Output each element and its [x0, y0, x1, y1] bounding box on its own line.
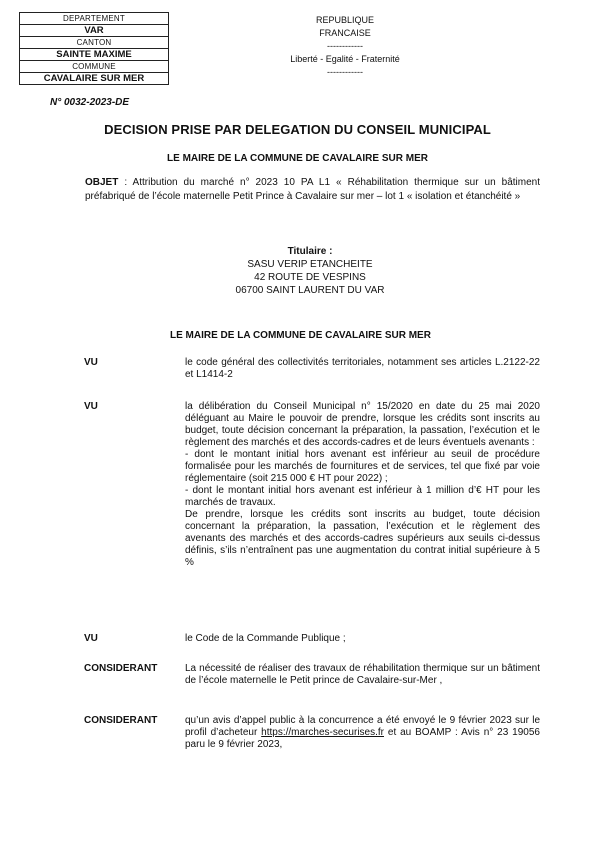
- objet-text: : Attribution du marché n° 2023 10 PA L1 « Réhabilitation thermique sur un bâtiment préfabriqué de l’école maternelle Petit Prince à Cavalaire sur mer – lot 1 « isolation et étanchéité »: [85, 177, 540, 202]
- entry-text: - dont le montant initial hors avenant est inférieur à 1 million d’€ HT pour les marchés de travaux.: [185, 485, 540, 508]
- commune-label: COMMUNE: [20, 61, 168, 73]
- entry-text: le Code de la Commande Publique ;: [185, 633, 346, 644]
- considerant-entry-avis: [84, 715, 540, 751]
- administrative-header-box: [19, 12, 169, 85]
- entry-keyword: CONSIDERANT: [84, 663, 158, 674]
- entry-text: De prendre, lorsque les crédits sont inscrits au budget, toute décision concernant la préparation, la passation, l’exécution et le règlement des avenants des marchés et des accords-cadres supérieurs aux seuils ci-dessus définis, s’ils n’entraînent pas une augmentation du contrat initial supérieure à 5 %: [185, 509, 540, 568]
- entry-keyword: VU: [84, 401, 98, 412]
- republic-separator-1: ------------: [327, 41, 363, 51]
- canton-label: CANTON: [20, 37, 168, 49]
- marches-securises-link[interactable]: https://marches-securises.fr: [261, 727, 384, 738]
- republic-separator-2: ------------: [327, 67, 363, 77]
- entry-keyword: VU: [84, 357, 98, 368]
- canton-value: SAINTE MAXIME: [20, 49, 168, 61]
- vu-entry-deliberation: [84, 401, 540, 569]
- objet-label: OBJET: [85, 177, 119, 188]
- republic-header: [290, 14, 400, 79]
- commune-value: CAVALAIRE SUR MER: [43, 73, 145, 84]
- entry-keyword: VU: [84, 633, 98, 644]
- objet-paragraph: [85, 176, 540, 204]
- entry-text: la délibération du Conseil Municipal n° 15/2020 en date du 25 mai 2020 déléguant au Maire le pouvoir de prendre, lorsque les crédits sont inscrits au budget, toute décision concernant la préparation, la passation, l’exécution et le règlement des marchés et des accords-cadres et de leurs éventuels avenants :: [185, 401, 540, 448]
- departement-label: DEPARTEMENT: [20, 13, 168, 25]
- departement-value: VAR: [20, 25, 168, 37]
- titulaire-block: [190, 245, 430, 297]
- titulaire-address: 42 ROUTE DE VESPINS: [254, 272, 366, 283]
- vu-entry-cgct: [84, 357, 540, 381]
- maire-heading: LE MAIRE DE LA COMMUNE DE CAVALAIRE SUR MER: [170, 330, 431, 341]
- titulaire-label: Titulaire :: [287, 246, 333, 257]
- republic-motto: Liberté - Egalité - Fraternité: [290, 54, 400, 64]
- titulaire-city: 06700 SAINT LAURENT DU VAR: [235, 285, 385, 296]
- vu-entry-code-commande: [84, 633, 540, 645]
- document-title: DECISION PRISE PAR DELEGATION DU CONSEIL MUNICIPAL: [104, 122, 491, 137]
- entry-text: La nécessité de réaliser des travaux de réhabilitation thermique sur un bâtiment de l’école maternelle le Petit prince de Cavalaire-sur-Mer ,: [185, 663, 540, 686]
- entry-text: - dont le montant initial hors avenant est inférieur au seuil de procédure formalisée pour les marchés de fournitures et de services, tel que fixé par voie réglementaire (soit 215 000 € HT pour 2022) ;: [185, 449, 540, 484]
- decision-reference: N° 0032-2023-DE: [50, 97, 130, 108]
- entry-keyword: CONSIDERANT: [84, 715, 158, 726]
- entry-text: qu’un avis d’appel public à la concurrence a été envoyé le 9 février 2023 sur le profil d’acheteur https://marches-securises.fr et au BOAMP : Avis n° 23 19056 paru le 9 février 2023,: [185, 715, 540, 750]
- considerant-entry-travaux: [84, 663, 540, 687]
- republic-name: REPUBLIQUE FRANCAISE: [315, 15, 375, 38]
- entry-text: le code général des collectivités territoriales, notamment ses articles L.2122-22 et L1414-2: [185, 357, 540, 380]
- titulaire-name: SASU VERIP ETANCHEITE: [247, 259, 373, 270]
- document-subtitle: LE MAIRE DE LA COMMUNE DE CAVALAIRE SUR MER: [167, 153, 428, 164]
